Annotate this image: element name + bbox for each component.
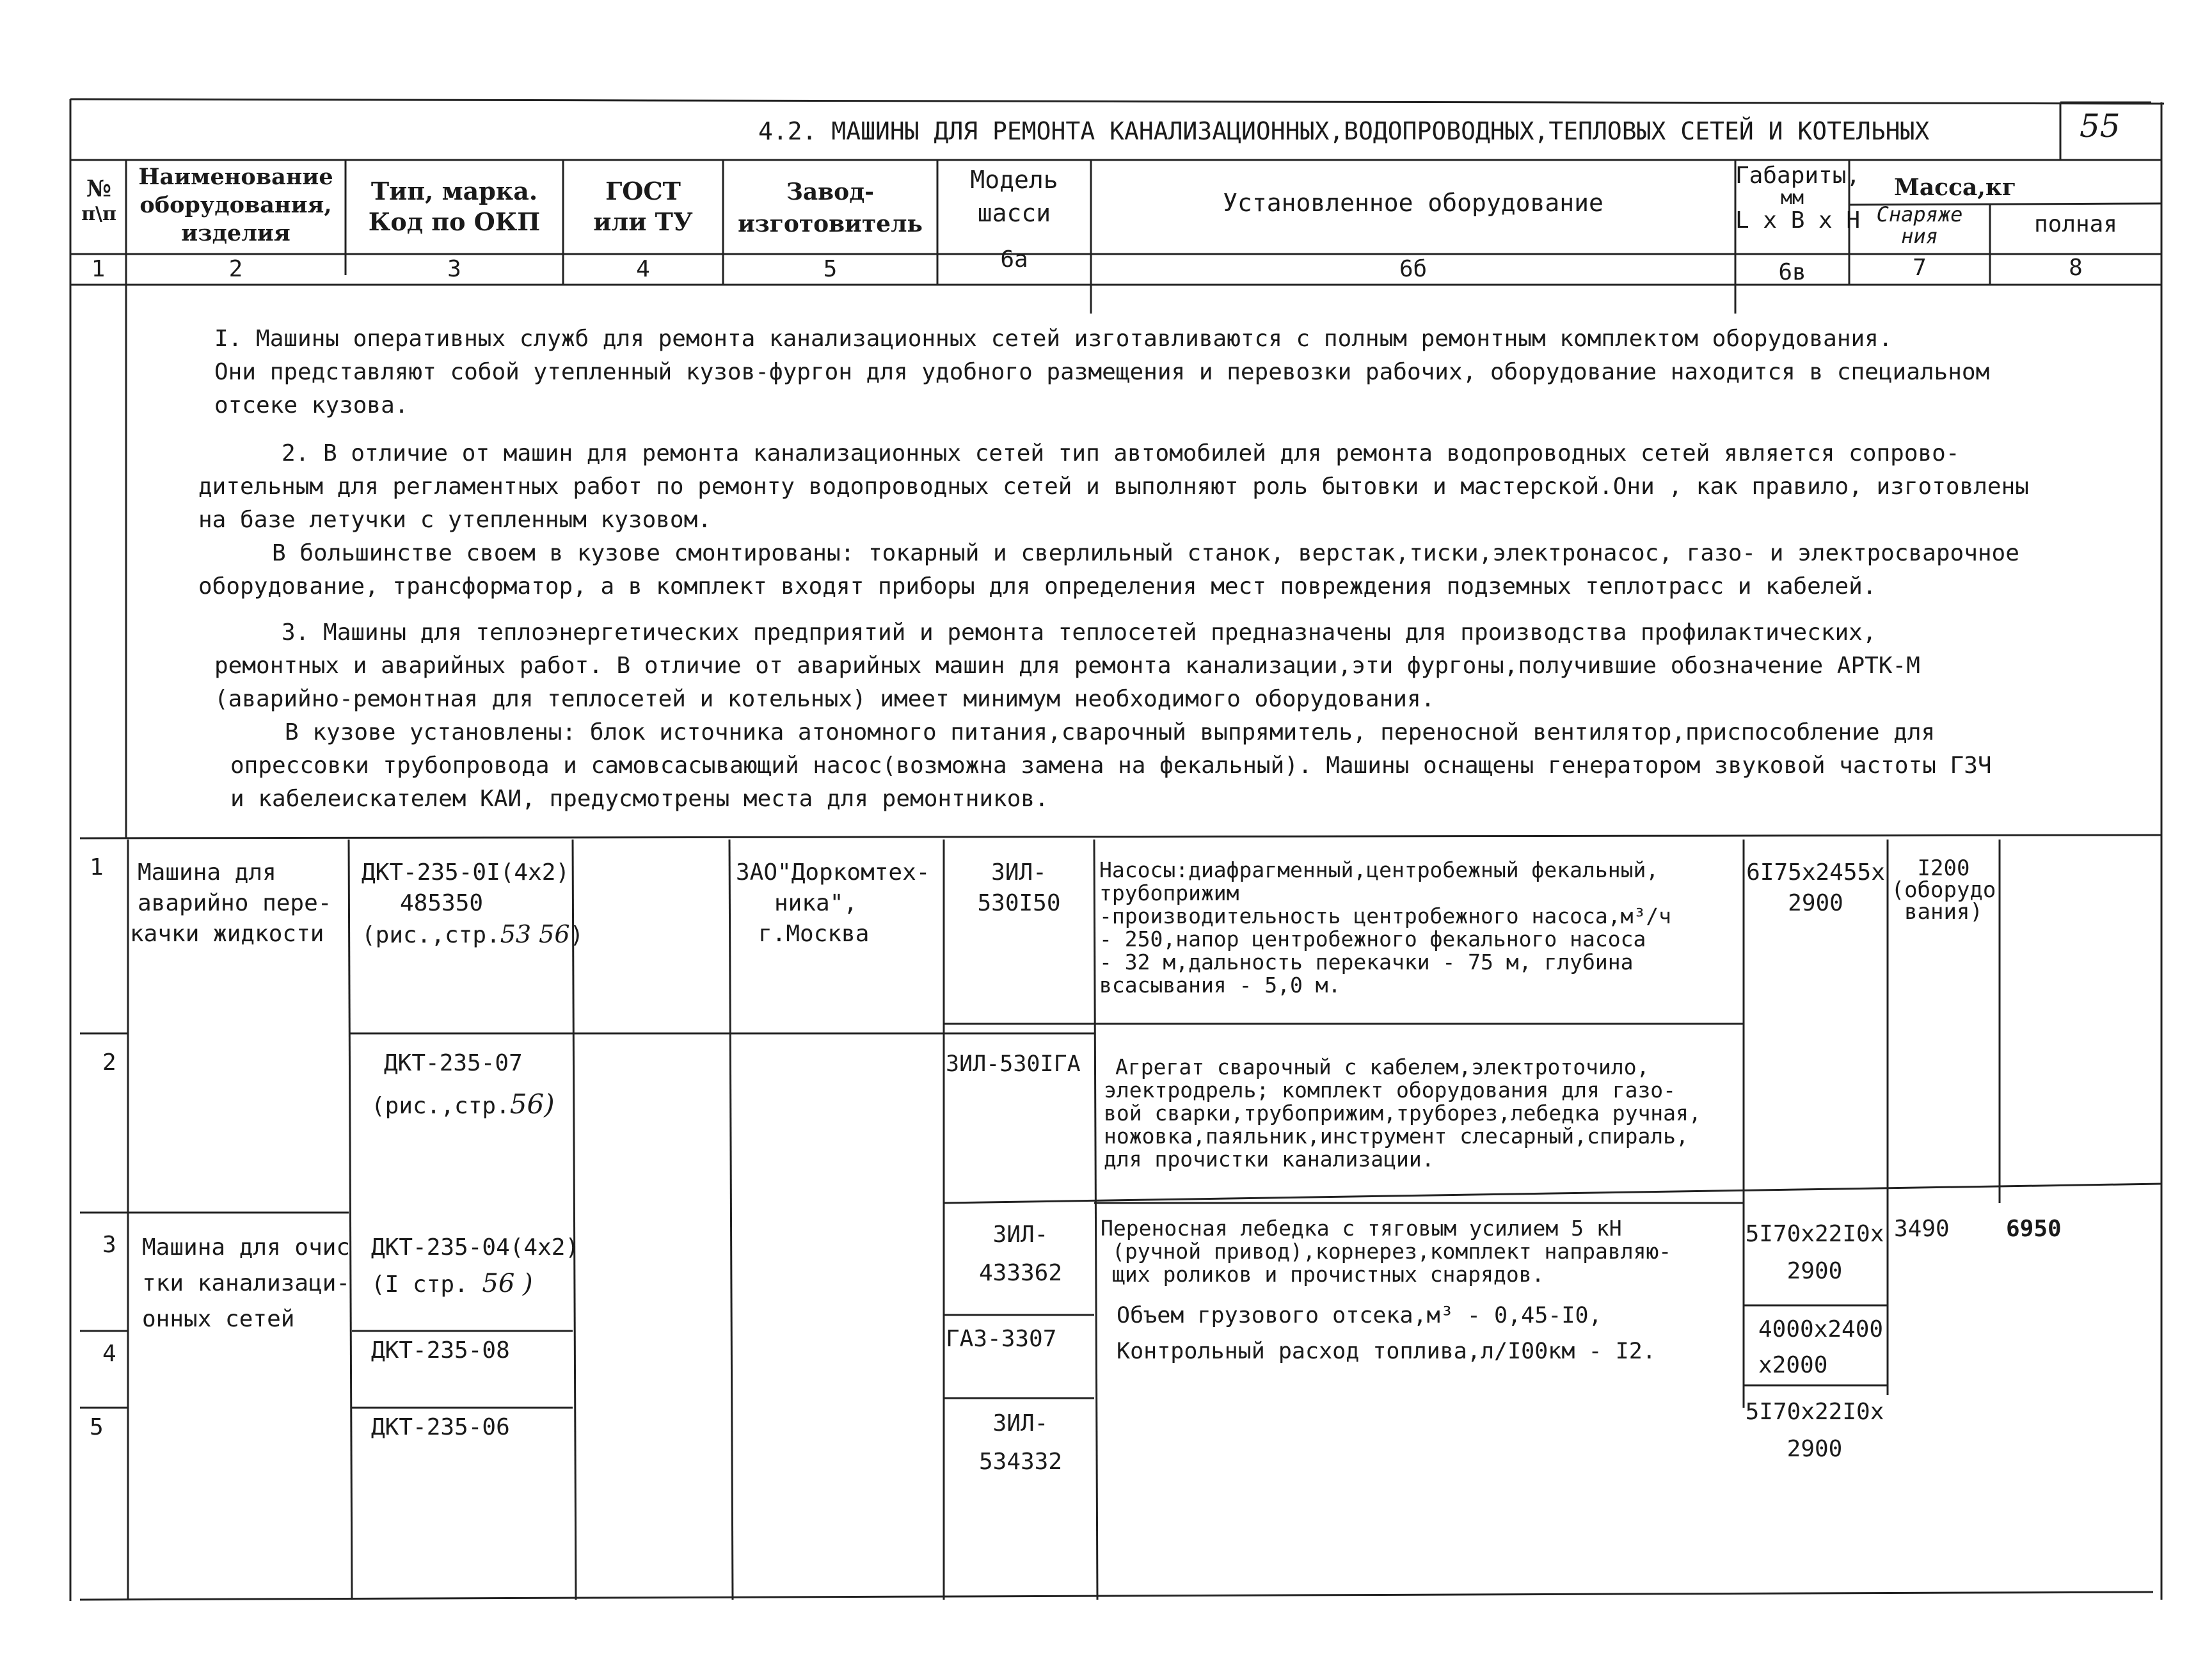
row5-chassis: ЗИЛ- 534332 (978, 1410, 1063, 1475)
col-num-7: 7 (1913, 255, 1927, 281)
row1-plant: ЗАО"Доркомтех- ника", г.Москва (736, 859, 930, 947)
col-num-5: 5 (823, 256, 838, 282)
row1-mass-equipped: I200 (оборудо вания) (1891, 856, 1996, 925)
row3-name: Машина для очис тки канализаци- онных сетей (142, 1234, 351, 1332)
row2-type-pages: 56) (509, 1088, 555, 1120)
row3-equipment: Переносная лебедка с тяговым усилием 5 кН (ручной привод),корнерез,комплект направляю- щих роликов и прочистных снарядов. (1101, 1216, 1672, 1287)
row3-type: ДКТ-235-04(4x2) (I стр. 56 ) (371, 1234, 580, 1298)
section-title: 4.2. МАШИНЫ ДЛЯ РЕМОНТА КАНАЛИЗАЦИОННЫХ,ВОДОПРОВОДНЫХ,ТЕПЛОВЫХ СЕТЕЙ И КОТЕЛЬНЫХ (758, 117, 1930, 145)
row1-type: ДКТ-235-0I(4x2) 485350 (рис.,стр.53 56) (362, 859, 584, 948)
header-mass: Масса,кг (1894, 174, 2016, 201)
col-num-8: 8 (2069, 255, 2083, 281)
header-equipment: Установленное оборудование (1223, 189, 1603, 217)
row4-type: ДКТ-235-08 (371, 1337, 510, 1364)
row4-chassis: ГАЗ-3307 (946, 1326, 1057, 1352)
header-mass-full: полная (2033, 211, 2118, 237)
header-chassis: Модель шасси (970, 166, 1058, 227)
row5-dims: 5I70x22I0x 2900 (1745, 1399, 1884, 1462)
col-num-2: 2 (228, 256, 243, 282)
row2-num: 2 (102, 1049, 116, 1076)
intro-paragraph-3: 3. Машины для теплоэнергетических предприятий и ремонта теплосетей предназначены для производства профилактических, ремонтных и аварийных работ. В отличие от аварийных машин для ремонта канализации,эти фургоны,получившие обозначение АРТК-М (аварийно-ремонтная для теплосетей и котельных) имеет минимум необходимого оборудования. В кузове установлены: блок источника атономного питания,сварочный выпрямитель, переносной вентилятор,приспособление для опрессовки трубопровода и самовсасывающий насос(возможна замена на фекальный). Машины оснащены генератором звуковой частоты ГЗЧ и кабелеискателем КАИ, предусмотрены места для ремонтников. (214, 619, 1992, 812)
row3-mass-full: 6950 (2006, 1216, 2062, 1242)
col-num-4: 4 (636, 256, 650, 282)
col-num-6v: 6в (1778, 259, 1806, 285)
header-gost: ГОСТ или ТУ (593, 177, 693, 236)
col-num-6b: 6б (1399, 256, 1428, 282)
row4-dims: 4000x2400 x2000 (1758, 1316, 1884, 1378)
header-type: Тип, марка. Код по ОКП (368, 177, 541, 236)
row2-chassis: ЗИЛ-530IГА (946, 1051, 1081, 1077)
row1-chassis: ЗИЛ- 530I50 (977, 859, 1061, 916)
header-num: № п\п (81, 175, 116, 225)
col-num-3: 3 (447, 256, 461, 282)
row4-num: 4 (102, 1341, 116, 1367)
row3-num: 3 (102, 1232, 116, 1258)
header-name: Наименование оборудования, изделия (138, 164, 333, 246)
header-mass-equipped: Снаряже ния (1876, 202, 1963, 248)
row1-num: 1 (90, 854, 104, 880)
row3-chassis: ЗИЛ- 433362 (978, 1222, 1063, 1286)
header-plant: Завод- изготовитель (738, 179, 923, 237)
row1-dims: 6I75x2455x 2900 (1746, 859, 1885, 916)
row3-mass-equipped: 3490 (1894, 1216, 1950, 1242)
row1-name: Машина для аварийно пере- качки жидкости (130, 859, 332, 947)
row1-equipment: Насосы:диафрагменный,центробежный фекальный, трубоприжим -производительность центробежного насоса,м³/ч - 250,напор центробежного фекального насоса - 32 м,дальность перекачки - 75 м, глубина всасывания - 5,0 м. (1099, 857, 1672, 998)
row3-equipment-volume: Объем грузового отсека,м³ - 0,45-I0, Контрольный расход топлива,л/I00км - I2. (1117, 1303, 1656, 1364)
col-num-6a: 6а (1000, 246, 1028, 273)
row5-type: ДКТ-235-06 (371, 1414, 510, 1440)
row2-equipment: Агрегат сварочный с кабелем,электроточило, электродрель; комплект оборудования для газо- вой сварки,трубоприжим,труборез,лебедка ручная, ножовка,паяльник,инструмент слесарный,спираль, для прочистки канализации. (1104, 1055, 1701, 1172)
page-number: 55 (2080, 107, 2120, 145)
row3-type-pages: 56 ) (482, 1269, 533, 1298)
header-dims: Габариты, мм L x B x H (1735, 163, 1861, 234)
row5-num: 5 (90, 1414, 104, 1440)
row2-type: ДКТ-235-07 (рис.,стр.56) (371, 1050, 555, 1120)
row3-dims: 5I70x22I0x 2900 (1745, 1221, 1884, 1284)
col-num-1: 1 (91, 256, 106, 282)
intro-paragraph-1: I. Машины оперативных служб для ремонта канализационных сетей изготавливаются с полным ремонтным комплектом оборудования. Они представляют собой утепленный кузов-фургон для удобного размещения и перевозки рабочих, оборудование находится в специальном отсеке кузова. (214, 326, 1990, 418)
row1-type-pages: 53 56 (500, 920, 570, 948)
intro-paragraph-2: 2. В отличие от машин для ремонта канализационных сетей тип автомобилей для ремонта водопроводных сетей является сопрово- дительным для регламентных работ по ремонту водопроводных сетей и выполняют роль бытовки и мастерской.Они , как правило, изготовлены на базе летучки с утепленным кузовом. В большинстве своем в кузове смонтированы: токарный и сверлильный станок, верстак,тиски,электронасос, газо- и электросварочное оборудование, трансформатор, а в комплект входят приборы для определения мест повреждения подземных теплотрасс и кабелей. (198, 440, 2029, 600)
